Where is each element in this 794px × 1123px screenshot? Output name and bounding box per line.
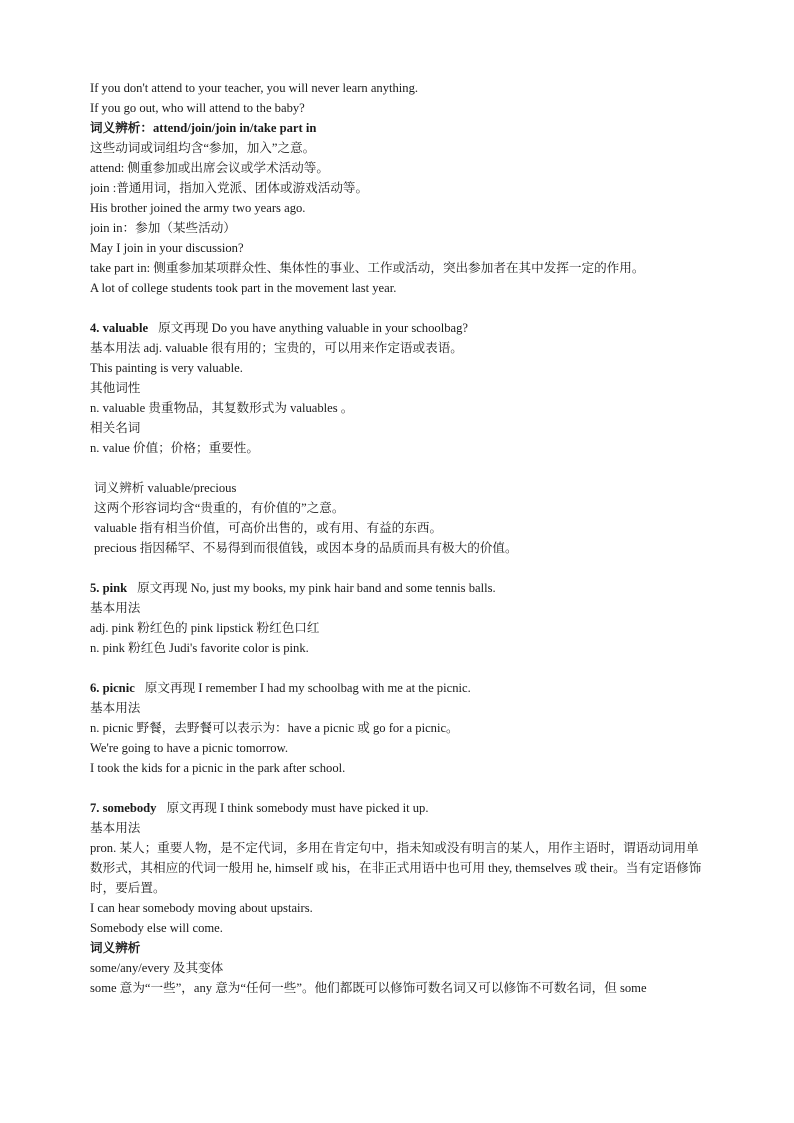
definition-line: valuable 指有相当价值，可高价出售的，或有用、有益的东西。: [94, 521, 443, 535]
definition-line: 基本用法 adj. valuable 很有用的；宝贵的，可以用来作定语或表语。: [90, 341, 463, 355]
section-subtitle: 词义辨析: [90, 941, 141, 955]
entry-heading: [90, 678, 706, 698]
entry-word: 5. pink: [90, 581, 128, 595]
example-sentence: May I join in your discussion?: [90, 241, 244, 255]
subheading: 基本用法: [90, 701, 141, 715]
origin-sentence: 原文再现 Do you have anything valuable in your schoolbag?: [158, 321, 468, 335]
definition-paragraph: pron. 某人；重要人物，是不定代词，多用在肯定句中，指未知或没有明言的某人，用作主语时，谓语动词用单数形式，其相应的代词一般用 he, himself 或 his，在非正式用语中也可用 they, themselves 或 their。当有定语修饰时，要后置。: [90, 841, 702, 895]
origin-sentence: 原文再现 I remember I had my schoolbag with me at the picnic.: [144, 681, 471, 695]
example-sentence: We're going to have a picnic tomorrow.: [90, 741, 289, 755]
definition-line: n. value 价值；价格；重要性。: [90, 441, 259, 455]
section-subtitle: 词义辨析：attend/join/join in/take part in: [90, 121, 317, 135]
definition-line: take part in: 侧重参加某项群众性、集体性的事业、工作或活动，突出参加者在其中发挥一定的作用。: [90, 261, 645, 275]
definition-line: join :普通用词，指加入党派、团体或游戏活动等。: [90, 181, 369, 195]
definition-line: join in：参加（某些活动）: [90, 221, 236, 235]
definition-line: n. picnic 野餐，去野餐可以表示为：have a picnic 或 go for a picnic。: [90, 721, 459, 735]
entry-word: 6. picnic: [90, 681, 135, 695]
example-sentence: A lot of college students took part in the movement last year.: [90, 281, 397, 295]
example-sentence: His brother joined the army two years ago.: [90, 201, 306, 215]
definition-line: 这两个形容词均含“贵重的，有价值的”之意。: [94, 501, 345, 515]
subheading: 其他词性: [90, 381, 141, 395]
entry-word: 4. valuable: [90, 321, 149, 335]
definition-line: 这些动词或词组均含“参加，加入”之意。: [90, 141, 316, 155]
example-sentence: If you go out, who will attend to the baby?: [90, 101, 305, 115]
example-sentence: If you don't attend to your teacher, you will never learn anything.: [90, 81, 419, 95]
definition-line: precious 指因稀罕、不易得到而很值钱，或因本身的品质而具有极大的价值。: [94, 541, 518, 555]
entry-word: 7. somebody: [90, 801, 157, 815]
example-sentence: I took the kids for a picnic in the park after school.: [90, 761, 346, 775]
entry-heading: [90, 318, 706, 338]
subheading: 相关名词: [90, 421, 141, 435]
subheading: 词义辨析 valuable/precious: [94, 481, 237, 495]
subheading: some/any/every 及其变体: [90, 961, 224, 975]
entry-heading: [90, 798, 706, 818]
definition-line: n. valuable 贵重物品，其复数形式为 valuables 。: [90, 401, 354, 415]
origin-sentence: 原文再现 No, just my books, my pink hair band and some tennis balls.: [137, 581, 496, 595]
document-page: [90, 78, 706, 998]
origin-sentence: 原文再现 I think somebody must have picked it up.: [166, 801, 429, 815]
definition-line: some 意为“一些”，any 意为“任何一些”。他们都既可以修饰可数名词又可以修饰不可数名词，但 some: [90, 981, 647, 995]
example-sentence: This painting is very valuable.: [90, 361, 243, 375]
subheading: 基本用法: [90, 601, 141, 615]
definition-line: adj. pink 粉红色的 pink lipstick 粉红色口红: [90, 621, 320, 635]
definition-line: attend: 侧重参加或出席会议或学术活动等。: [90, 161, 329, 175]
definition-line: n. pink 粉红色 Judi's favorite color is pink.: [90, 641, 309, 655]
entry-heading: [90, 578, 706, 598]
example-sentence: I can hear somebody moving about upstairs.: [90, 901, 313, 915]
example-sentence: Somebody else will come.: [90, 921, 223, 935]
subheading: 基本用法: [90, 821, 141, 835]
